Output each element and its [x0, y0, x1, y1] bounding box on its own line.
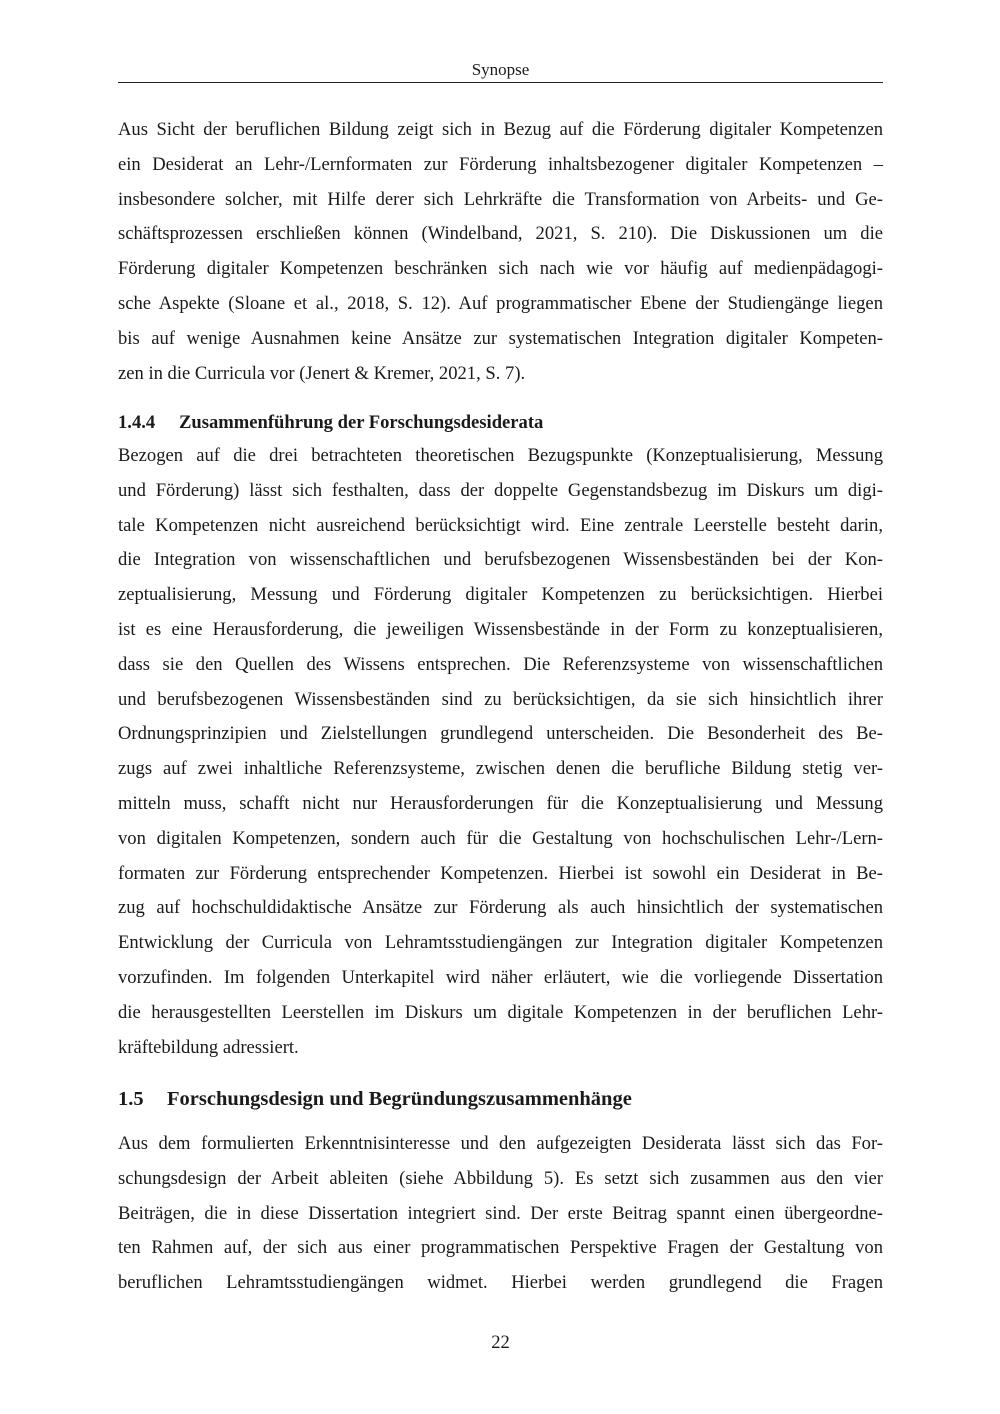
text-line: die herausgestellten Leerstellen im Diskurs um digitale Kompetenzen in der beruflichen Lehr-	[118, 1001, 883, 1023]
section-heading-1-4-4	[118, 406, 883, 441]
text-line: schäftsprozessen erschließen können (Windelband, 2021, S. 210). Die Diskussionen um die	[118, 223, 883, 245]
paragraph-research-desiderata	[118, 439, 883, 1065]
text-line: und berufsbezogenen Wissensbeständen sind zu berücksichtigen, da sie sich hinsichtlich ihrer	[118, 688, 883, 710]
text-line: dass sie den Quellen des Wissens entsprechen. Die Referenzsysteme von wissenschaftlichen	[118, 653, 883, 675]
text-line: Beiträgen, die in diese Dissertation integriert sind. Der erste Beitrag spannt einen übergeordne-	[118, 1202, 883, 1224]
text-line: bis auf wenige Ausnahmen keine Ansätze zur systematischen Integration digitaler Kompeten-	[118, 327, 883, 349]
page-number: 22	[491, 1332, 510, 1353]
section-number: 1.5	[118, 1088, 144, 1110]
text-line: zug auf hochschuldidaktische Ansätze zur Förderung als auch hinsichtlich der systematischen	[118, 897, 883, 919]
text-line: Förderung digitaler Kompetenzen beschränken sich nach wie vor häufig auf medienpädagogi-	[118, 258, 883, 280]
text-line: beruflichen Lehramtsstudiengängen widmet. Hierbei werden grundlegend die Fragen	[118, 1272, 883, 1294]
paragraph-research-design	[118, 1127, 883, 1301]
text-line: die Integration von wissenschaftlichen und berufsbezogenen Wissensbeständen bei der Kon-	[118, 549, 883, 571]
text-line: zen in die Curricula vor (Jenert & Kremer, 2021, S. 7).	[118, 362, 526, 384]
text-line: Entwicklung der Curricula von Lehramtsstudiengängen zur Integration digitaler Kompetenzen	[118, 932, 883, 954]
text-line: zeptualisierung, Messung und Förderung digitaler Kompetenzen zu berücksichtigen. Hierbei	[118, 584, 883, 606]
text-line: Ordnungsprinzipien und Zielstellungen grundlegend unterscheiden. Die Besonderheit des Be-	[118, 723, 883, 745]
text-line: zugs auf zwei inhaltliche Referenzsysteme, zwischen denen die berufliche Bildung stetig ver-	[118, 758, 883, 780]
section-title: Forschungsdesign und Begründungszusammenhänge	[167, 1088, 632, 1110]
text-line: tale Kompetenzen nicht ausreichend berücksichtigt wird. Eine zentrale Leerstelle besteht darin,	[118, 514, 883, 536]
text-line: Aus Sicht der beruflichen Bildung zeigt sich in Bezug auf die Förderung digitaler Kompetenzen	[118, 119, 883, 140]
text-line: ein Desiderat an Lehr-/Lernformaten zur Förderung inhaltsbezogener digitaler Kompetenzen –	[118, 153, 883, 175]
text-line: formaten zur Förderung entsprechender Kompetenzen. Hierbei ist sowohl ein Desiderat in Be-	[118, 862, 883, 884]
text-line: insbesondere solcher, mit Hilfe derer sich Lehrkräfte die Transformation von Arbeits- und Ge-	[118, 188, 883, 210]
section-heading-1-5	[118, 1082, 883, 1116]
text-line: und Förderung) lässt sich festhalten, dass der doppelte Gegenstandsbezug im Diskurs um digi-	[118, 479, 883, 501]
text-line: vorzufinden. Im folgenden Unterkapitel wird näher erläutert, wie die vorliegende Dissertation	[118, 966, 883, 988]
text-line: schungsdesign der Arbeit ableiten (siehe Abbildung 5). Es setzt sich zusammen aus den vier	[118, 1167, 883, 1189]
text-line: ist es eine Herausforderung, die jeweiligen Wissensbestände in der Form zu konzeptualisieren,	[118, 618, 883, 640]
text-line: sche Aspekte (Sloane et al., 2018, S. 12). Auf programmatischer Ebene der Studiengänge liegen	[118, 292, 883, 314]
text-line: Aus dem formulierten Erkenntnisinteresse und den aufgezeigten Desiderata lässt sich das For-	[118, 1133, 883, 1154]
paragraph-digital-competence-promotion	[118, 113, 883, 391]
section-title: Zusammenführung der Forschungsdesiderata	[179, 412, 544, 433]
text-line: von digitalen Kompetenzen, sondern auch für die Gestaltung von hochschulischen Lehr-/Lern-	[118, 827, 883, 849]
running-header: Synopse	[471, 60, 530, 79]
text-line: mitteln muss, schafft nicht nur Herausforderungen für die Konzeptualisierung und Messung	[118, 792, 883, 814]
text-line: kräftebildung adressiert.	[118, 1036, 299, 1058]
header-rule	[118, 82, 883, 83]
text-line: ten Rahmen auf, der sich aus einer programmatischen Perspektive Fragen der Gestaltung von	[118, 1237, 883, 1259]
section-number: 1.4.4	[118, 412, 156, 433]
text-line: Bezogen auf die drei betrachteten theoretischen Bezugspunkte (Konzeptualisierung, Messung	[118, 445, 883, 466]
